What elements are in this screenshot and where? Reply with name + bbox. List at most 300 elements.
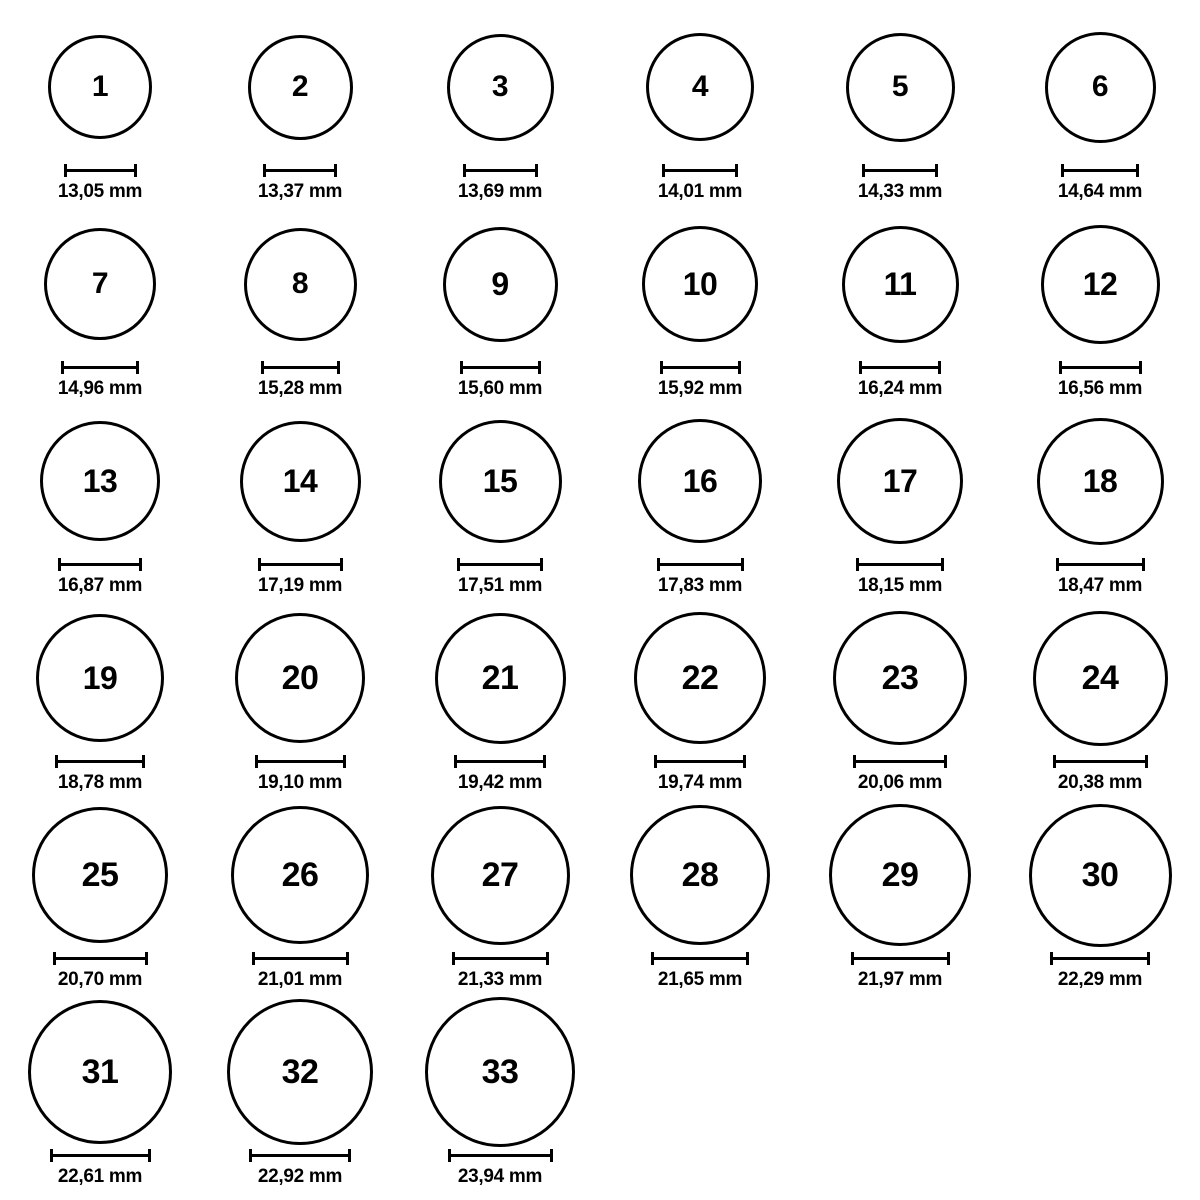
ring-size-cell [400, 603, 600, 800]
dimension-tick-left [460, 361, 463, 374]
ring-circle-wrapper [248, 12, 353, 162]
ring-diameter-label: 22,61 mm [57, 1166, 143, 1187]
ring-circle [630, 805, 770, 945]
dimension-line [258, 558, 343, 570]
ring-size-cell [0, 603, 200, 800]
ring-size-number: 14 [282, 463, 318, 499]
ring-circle [231, 806, 369, 944]
dimension-tick-left [1059, 361, 1062, 374]
dimension-tick-left [53, 952, 56, 965]
ring-size-number: 24 [1081, 659, 1119, 697]
dimension-bar [61, 366, 139, 369]
ring-size-number: 12 [1082, 266, 1118, 302]
ring-size-cell [800, 406, 1000, 603]
ring-circle [44, 228, 156, 340]
ring-size-number: 15 [482, 463, 518, 499]
dimension-bar [859, 366, 941, 369]
ring-diameter-label: 13,37 mm [257, 181, 343, 202]
ring-size-number: 2 [291, 70, 309, 103]
ring-measurement [654, 755, 746, 794]
ring-circle-wrapper [447, 12, 554, 162]
ring-circle [1033, 611, 1168, 746]
ring-size-number: 17 [882, 463, 918, 499]
dimension-tick-right [343, 755, 346, 768]
ring-circle [447, 34, 554, 141]
dimension-line [448, 1149, 553, 1161]
ring-measurement [1053, 755, 1148, 794]
ring-measurement [1050, 952, 1150, 991]
ring-circle [1041, 225, 1160, 344]
dimension-tick-left [452, 952, 455, 965]
ring-circle [425, 997, 575, 1147]
ring-diameter-label: 13,05 mm [57, 181, 143, 202]
dimension-line [454, 755, 546, 767]
ring-circle [1037, 418, 1164, 545]
dimension-tick-right [535, 164, 538, 177]
ring-size-cell [1000, 800, 1200, 997]
dimension-line [249, 1149, 351, 1161]
ring-circle-wrapper [833, 603, 967, 753]
dimension-bar [55, 760, 145, 763]
dimension-tick-left [856, 558, 859, 571]
ring-diameter-label: 22,29 mm [1057, 969, 1143, 990]
dimension-line [853, 755, 947, 767]
dimension-tick-right [935, 164, 938, 177]
ring-circle [837, 418, 963, 544]
ring-circle-wrapper [28, 997, 172, 1147]
ring-size-number: 1 [91, 70, 109, 103]
ring-measurement [458, 164, 542, 203]
dimension-tick-right [142, 755, 145, 768]
ring-size-number: 33 [481, 1053, 519, 1091]
ring-size-cell [800, 603, 1000, 800]
ring-measurement [258, 164, 342, 203]
ring-diameter-label: 16,87 mm [57, 575, 143, 596]
ring-size-cell [400, 406, 600, 603]
dimension-line [463, 164, 538, 176]
dimension-line [851, 952, 950, 964]
ring-circle [240, 421, 361, 542]
dimension-line [1059, 361, 1142, 373]
ring-size-number: 18 [1082, 463, 1118, 499]
ring-circle [248, 35, 353, 140]
dimension-tick-left [263, 164, 266, 177]
dimension-tick-right [543, 755, 546, 768]
ring-circle [833, 611, 967, 745]
ring-diameter-label: 20,38 mm [1057, 772, 1143, 793]
ring-diameter-label: 15,60 mm [457, 378, 543, 399]
ring-measurement [249, 1149, 351, 1188]
ring-circle-wrapper [44, 209, 156, 359]
ring-circle [846, 33, 955, 142]
ring-measurement [454, 755, 546, 794]
dimension-tick-left [463, 164, 466, 177]
dimension-tick-right [1139, 361, 1142, 374]
dimension-bar [660, 366, 741, 369]
dimension-tick-right [944, 755, 947, 768]
dimension-tick-right [741, 558, 744, 571]
ring-diameter-label: 18,15 mm [857, 575, 943, 596]
ring-measurement [252, 952, 349, 991]
ring-circle [1029, 804, 1172, 947]
ring-circle [32, 807, 168, 943]
ring-circle-wrapper [842, 209, 959, 359]
dimension-bar [452, 957, 549, 960]
ring-circle-wrapper [227, 997, 373, 1147]
ring-size-number: 31 [81, 1053, 119, 1091]
ring-size-cell [0, 209, 200, 406]
dimension-line [862, 164, 938, 176]
dimension-bar [1053, 760, 1148, 763]
dimension-line [55, 755, 145, 767]
ring-size-cell [200, 997, 400, 1194]
ring-size-number: 28 [681, 856, 719, 894]
dimension-bar [448, 1154, 553, 1157]
ring-circle [642, 226, 758, 342]
ring-size-number: 7 [91, 267, 109, 300]
dimension-line [50, 1149, 151, 1161]
ring-circle-wrapper [846, 12, 955, 162]
dimension-line [1061, 164, 1139, 176]
dimension-bar [64, 169, 137, 172]
ring-circle-wrapper [48, 12, 152, 162]
dimension-tick-right [340, 558, 343, 571]
dimension-tick-right [334, 164, 337, 177]
dimension-tick-left [853, 755, 856, 768]
ring-size-cell [1000, 603, 1200, 800]
ring-size-number: 8 [291, 267, 309, 300]
ring-diameter-label: 21,97 mm [857, 969, 943, 990]
dimension-tick-left [662, 164, 665, 177]
ring-diameter-label: 21,33 mm [457, 969, 543, 990]
ring-circle-wrapper [425, 997, 575, 1147]
dimension-line [263, 164, 337, 176]
dimension-line [654, 755, 746, 767]
ring-circle [443, 227, 558, 342]
dimension-tick-left [654, 755, 657, 768]
ring-diameter-label: 17,83 mm [657, 575, 743, 596]
dimension-line [53, 952, 148, 964]
ring-circle-wrapper [439, 406, 562, 556]
dimension-line [660, 361, 741, 373]
ring-measurement [53, 952, 148, 991]
ring-measurement [658, 164, 742, 203]
dimension-line [1056, 558, 1145, 570]
ring-circle-wrapper [1029, 800, 1172, 950]
ring-size-cell [1000, 406, 1200, 603]
dimension-bar [1061, 169, 1139, 172]
ring-measurement [851, 952, 950, 991]
dimension-bar [657, 563, 744, 566]
dimension-line [662, 164, 738, 176]
dimension-tick-left [1050, 952, 1053, 965]
dimension-tick-right [743, 755, 746, 768]
dimension-tick-left [258, 558, 261, 571]
dimension-tick-right [941, 558, 944, 571]
dimension-tick-right [746, 952, 749, 965]
ring-circle-wrapper [244, 209, 357, 359]
ring-circle-wrapper [431, 800, 570, 950]
dimension-tick-left [862, 164, 865, 177]
ring-size-cell [0, 406, 200, 603]
ring-size-cell [200, 406, 400, 603]
ring-size-number: 29 [881, 856, 919, 894]
dimension-tick-right [348, 1149, 351, 1162]
ring-size-number: 21 [481, 659, 519, 697]
ring-size-number: 25 [81, 856, 119, 894]
dimension-bar [255, 760, 346, 763]
ring-circle [431, 806, 570, 945]
dimension-line [859, 361, 941, 373]
dimension-tick-left [448, 1149, 451, 1162]
dimension-tick-right [134, 164, 137, 177]
ring-circle-wrapper [1037, 406, 1164, 556]
ring-diameter-label: 14,33 mm [857, 181, 943, 202]
ring-measurement [458, 361, 542, 400]
dimension-tick-right [136, 361, 139, 374]
dimension-tick-left [255, 755, 258, 768]
dimension-tick-left [64, 164, 67, 177]
ring-circle [638, 419, 762, 543]
dimension-bar [252, 957, 349, 960]
ring-size-number: 13 [82, 463, 118, 499]
ring-diameter-label: 18,47 mm [1057, 575, 1143, 596]
ring-diameter-label: 14,01 mm [657, 181, 743, 202]
dimension-tick-right [538, 361, 541, 374]
ring-size-cell [0, 800, 200, 997]
ring-size-number: 32 [281, 1053, 319, 1091]
ring-measurement [858, 164, 942, 203]
dimension-tick-right [1145, 755, 1148, 768]
dimension-tick-right [546, 952, 549, 965]
ring-circle-wrapper [235, 603, 365, 753]
dimension-line [657, 558, 744, 570]
ring-circle-wrapper [1045, 12, 1156, 162]
dimension-line [1050, 952, 1150, 964]
dimension-bar [263, 169, 337, 172]
ring-diameter-label: 19,10 mm [257, 772, 343, 793]
dimension-tick-left [851, 952, 854, 965]
dimension-bar [1059, 366, 1142, 369]
ring-size-cell [600, 406, 800, 603]
ring-circle-wrapper [231, 800, 369, 950]
ring-circle-wrapper [646, 12, 754, 162]
dimension-bar [249, 1154, 351, 1157]
dimension-tick-right [947, 952, 950, 965]
ring-circle-wrapper [630, 800, 770, 950]
ring-circle-wrapper [435, 603, 566, 753]
ring-circle [244, 228, 357, 341]
dimension-bar [460, 366, 541, 369]
ring-measurement [258, 558, 343, 597]
ring-measurement [255, 755, 346, 794]
ring-diameter-label: 17,51 mm [457, 575, 543, 596]
ring-circle [829, 804, 971, 946]
ring-circle-wrapper [1041, 209, 1160, 359]
ring-size-number: 30 [1081, 856, 1119, 894]
dimension-tick-right [1147, 952, 1150, 965]
ring-size-cell [200, 12, 400, 209]
dimension-tick-right [148, 1149, 151, 1162]
dimension-tick-left [657, 558, 660, 571]
ring-diameter-label: 14,64 mm [1057, 181, 1143, 202]
ring-circle-wrapper [1033, 603, 1168, 753]
ring-size-number: 23 [881, 659, 919, 697]
ring-size-cell [1000, 12, 1200, 209]
dimension-tick-left [457, 558, 460, 571]
ring-size-cell [800, 800, 1000, 997]
ring-circle [40, 421, 160, 541]
dimension-bar [58, 563, 142, 566]
ring-measurement [657, 558, 744, 597]
ring-size-number: 26 [281, 856, 319, 894]
ring-size-number: 10 [682, 266, 718, 302]
ring-size-number: 19 [82, 660, 118, 696]
ring-circle [1045, 32, 1156, 143]
ring-size-number: 20 [281, 659, 319, 697]
ring-size-cell [400, 800, 600, 997]
ring-size-cell [600, 800, 800, 997]
ring-circle [36, 614, 164, 742]
dimension-line [255, 755, 346, 767]
ring-measurement [55, 755, 145, 794]
ring-diameter-label: 17,19 mm [257, 575, 343, 596]
dimension-tick-left [55, 755, 58, 768]
ring-diameter-label: 19,42 mm [457, 772, 543, 793]
dimension-tick-right [550, 1149, 553, 1162]
dimension-bar [662, 169, 738, 172]
ring-size-cell [0, 12, 200, 209]
ring-measurement [856, 558, 944, 597]
dimension-bar [1050, 957, 1150, 960]
ring-size-cell [600, 209, 800, 406]
ring-circle-wrapper [829, 800, 971, 950]
ring-circle [235, 613, 365, 743]
ring-diameter-label: 20,70 mm [57, 969, 143, 990]
ring-circle-wrapper [634, 603, 766, 753]
ring-circle-wrapper [40, 406, 160, 556]
ring-measurement [1056, 558, 1145, 597]
ring-size-number: 3 [491, 70, 509, 103]
ring-circle [227, 999, 373, 1145]
dimension-tick-left [58, 558, 61, 571]
dimension-bar [853, 760, 947, 763]
dimension-line [460, 361, 541, 373]
dimension-line [61, 361, 139, 373]
ring-diameter-label: 18,78 mm [57, 772, 143, 793]
dimension-bar [50, 1154, 151, 1157]
ring-measurement [50, 1149, 151, 1188]
ring-measurement [452, 952, 549, 991]
dimension-tick-left [1061, 164, 1064, 177]
ring-circle-wrapper [638, 406, 762, 556]
dimension-bar [261, 366, 340, 369]
dimension-line [856, 558, 944, 570]
ring-circle-wrapper [32, 800, 168, 950]
dimension-bar [454, 760, 546, 763]
ring-measurement [58, 558, 142, 597]
dimension-tick-right [540, 558, 543, 571]
ring-diameter-label: 14,96 mm [57, 378, 143, 399]
ring-circle [28, 1000, 172, 1144]
dimension-bar [457, 563, 543, 566]
ring-circle [634, 612, 766, 744]
dimension-tick-left [1056, 558, 1059, 571]
ring-diameter-label: 21,65 mm [657, 969, 743, 990]
ring-size-cell [400, 12, 600, 209]
dimension-line [261, 361, 340, 373]
dimension-tick-left [859, 361, 862, 374]
ring-diameter-label: 16,56 mm [1057, 378, 1143, 399]
dimension-tick-left [454, 755, 457, 768]
ring-size-cell [0, 997, 200, 1194]
dimension-bar [851, 957, 950, 960]
ring-circle-wrapper [443, 209, 558, 359]
ring-size-cell [1000, 209, 1200, 406]
ring-diameter-label: 15,28 mm [257, 378, 343, 399]
dimension-tick-left [61, 361, 64, 374]
ring-measurement [258, 361, 342, 400]
dimension-line [452, 952, 549, 964]
ring-measurement [58, 361, 142, 400]
dimension-tick-right [145, 952, 148, 965]
ring-circle-wrapper [36, 603, 164, 753]
dimension-tick-left [249, 1149, 252, 1162]
ring-measurement [853, 755, 947, 794]
dimension-bar [862, 169, 938, 172]
dimension-bar [1056, 563, 1145, 566]
dimension-tick-right [1136, 164, 1139, 177]
dimension-tick-right [139, 558, 142, 571]
ring-size-number: 27 [481, 856, 519, 894]
dimension-line [1053, 755, 1148, 767]
dimension-tick-left [651, 952, 654, 965]
ring-circle [48, 35, 152, 139]
ring-size-number: 11 [883, 266, 917, 302]
dimension-tick-right [735, 164, 738, 177]
ring-diameter-label: 19,74 mm [657, 772, 743, 793]
dimension-tick-left [50, 1149, 53, 1162]
dimension-tick-left [1053, 755, 1056, 768]
dimension-tick-left [660, 361, 663, 374]
dimension-tick-left [252, 952, 255, 965]
ring-diameter-label: 15,92 mm [657, 378, 743, 399]
dimension-bar [651, 957, 749, 960]
ring-size-cell [400, 209, 600, 406]
ring-circle-wrapper [642, 209, 758, 359]
ring-measurement [858, 361, 942, 400]
ring-measurement [651, 952, 749, 991]
ring-circle-wrapper [837, 406, 963, 556]
ring-circle [439, 420, 562, 543]
ring-diameter-label: 23,94 mm [457, 1166, 543, 1187]
ring-diameter-label: 13,69 mm [457, 181, 543, 202]
ring-diameter-label: 22,92 mm [257, 1166, 343, 1187]
ring-diameter-label: 21,01 mm [257, 969, 343, 990]
dimension-tick-right [1142, 558, 1145, 571]
ring-measurement [457, 558, 543, 597]
dimension-tick-right [938, 361, 941, 374]
dimension-bar [856, 563, 944, 566]
ring-size-cell [800, 209, 1000, 406]
ring-circle [842, 226, 959, 343]
ring-size-number: 22 [681, 659, 719, 697]
dimension-bar [258, 563, 343, 566]
dimension-line [64, 164, 137, 176]
dimension-bar [463, 169, 538, 172]
dimension-line [457, 558, 543, 570]
ring-circle-wrapper [240, 406, 361, 556]
